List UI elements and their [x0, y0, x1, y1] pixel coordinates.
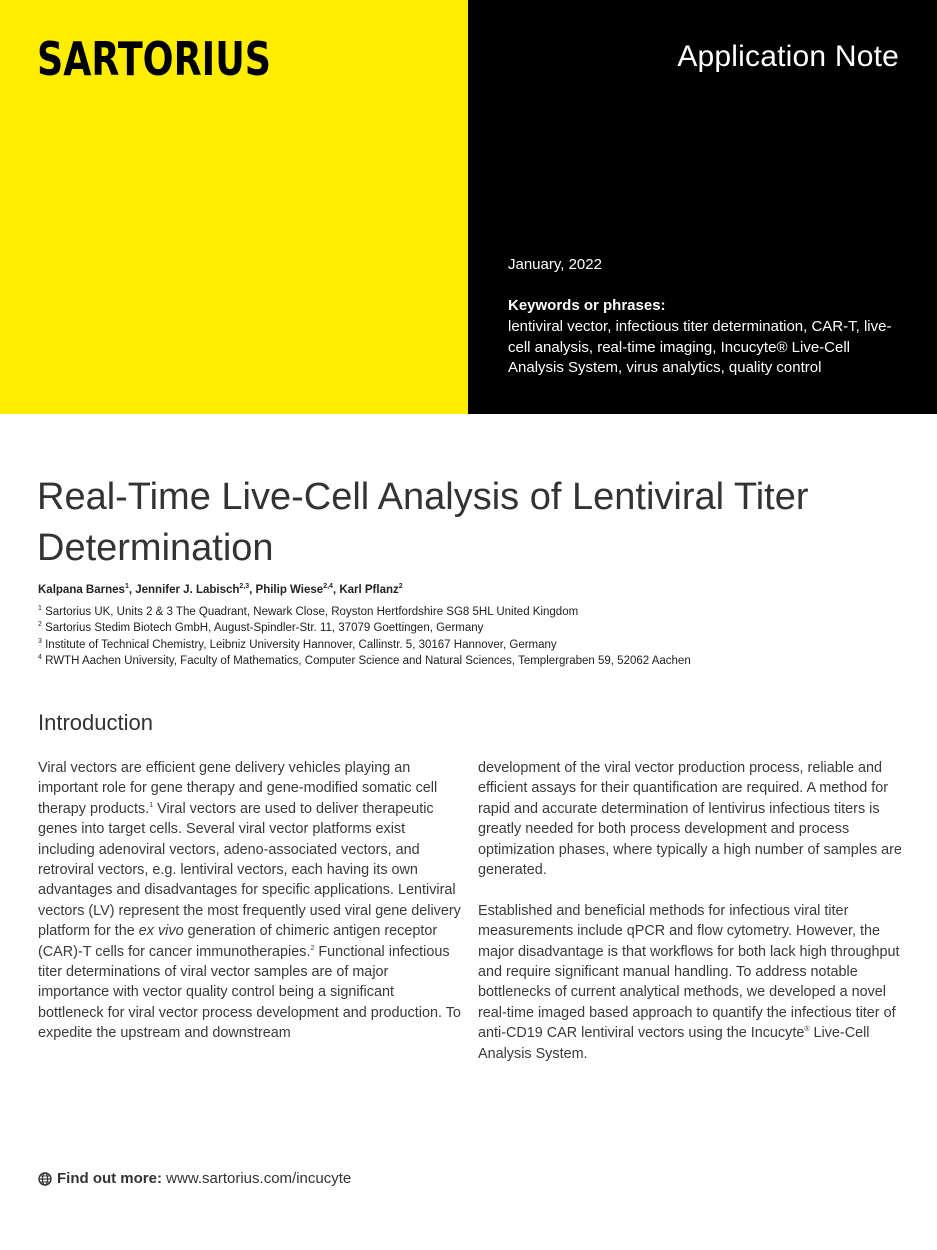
- intro-column-left: [38, 758, 463, 1064]
- author-name: Kalpana Barnes: [38, 584, 125, 596]
- affiliation-item: $^3$ Institute of Technical Chemistry, Leibniz University Hannover, Callinstr. 5, 30167 Hannover, Germany: [38, 637, 557, 651]
- find-out-more-label: Find out more:: [57, 1170, 162, 1187]
- keywords-text: lentiviral vector, infectious titer determination, CAR-T, live-cell analysis, real-time imaging, Incucyte® Live-Cell Analysis System, virus analytics, quality control: [508, 318, 892, 377]
- publish-date: January, 2022: [508, 256, 602, 273]
- author-name: Philip Wiese: [255, 584, 324, 596]
- svg-text:SARTORIUS: SARTORIUS: [37, 32, 271, 86]
- affiliation-list: [38, 604, 691, 670]
- intro-column-right: [478, 758, 903, 1084]
- author-list: Kalpana Barnes$^1$, Jennifer J. Labisch$^{2,3}$, Philip Wiese$^{2,4}$, Karl Pflanz$^2$: [38, 583, 403, 596]
- paragraph: Viral vectors are efficient gene delivery vehicles playing an important role for gene therapy and gene-modified somatic cell therapy products.$^1$ Viral vectors are used to deliver therapeutic genes into target cells. Several viral vector platforms exist including adenoviral vectors, adeno-associated vectors, and retroviral vectors, e.g. lentiviral vectors, each having its own advantages and disadvantages for specific applications. Lentiviral vectors (LV) represent the most frequently used viral gene delivery platform for the ex vivo generation of chimeric antigen receptor (CAR)-T cells for cancer immunotherapies.$^2$ Functional infectious titer determinations of viral vector samples are of major importance with vector quality control being a significant bottleneck for viral vector process development and production. To expedite the upstream and downstream: [38, 760, 461, 1042]
- sartorius-logo: [37, 32, 273, 86]
- author-name: Karl Pflanz: [339, 584, 399, 596]
- globe-icon: [38, 1172, 52, 1186]
- paragraph: Established and beneficial methods for infectious viral titer measurements include qPCR and flow cytometry. However, the major disadvantage is that workflows for both lack high throughput and require significant manual handling. To address notable bottlenecks of current analytical methods, we developed a novel real-time imaged based approach to quantify the infectious titer of anti-CD19 CAR lentiviral vectors using the Incucyte® Live-Cell Analysis System.: [478, 902, 900, 1062]
- website-link[interactable]: www.sartorius.com/incucyte: [162, 1170, 352, 1187]
- affiliation-item: $^4$ RWTH Aachen University, Faculty of Mathematics, Computer Science and Natural Sciences, Templergraben 59, 52062 Aachen: [38, 654, 691, 668]
- section-heading-introduction: Introduction: [38, 710, 153, 735]
- affiliation-item: $^1$ Sartorius UK, Units 2 & 3 The Quadrant, Newark Close, Royston Hertfordshire SG8 5HL United Kingdom: [38, 605, 579, 618]
- header-black-panel: [468, 0, 937, 414]
- affiliation-item: $^2$ Sartorius Stedim Biotech GmbH, August-Spindler-Str. 11, 37079 Goettingen, Germany: [38, 621, 484, 635]
- header-yellow-panel: [0, 0, 468, 414]
- paragraph: development of the viral vector production process, reliable and efficient assays for their quantification are required. A method for rapid and accurate determination of lentivirus infectious titers is greatly needed for both process development and process optimization phases, where typically a high number of samples are generated.: [478, 760, 902, 879]
- page-title: Real-Time Live-Cell Analysis of Lentiviral Titer Determination: [37, 476, 809, 569]
- author-name: Jennifer J. Labisch: [135, 584, 240, 596]
- find-out-more: [38, 1170, 351, 1187]
- keywords-label: Keywords or phrases:: [508, 297, 666, 314]
- document-type: Application Note: [677, 40, 899, 73]
